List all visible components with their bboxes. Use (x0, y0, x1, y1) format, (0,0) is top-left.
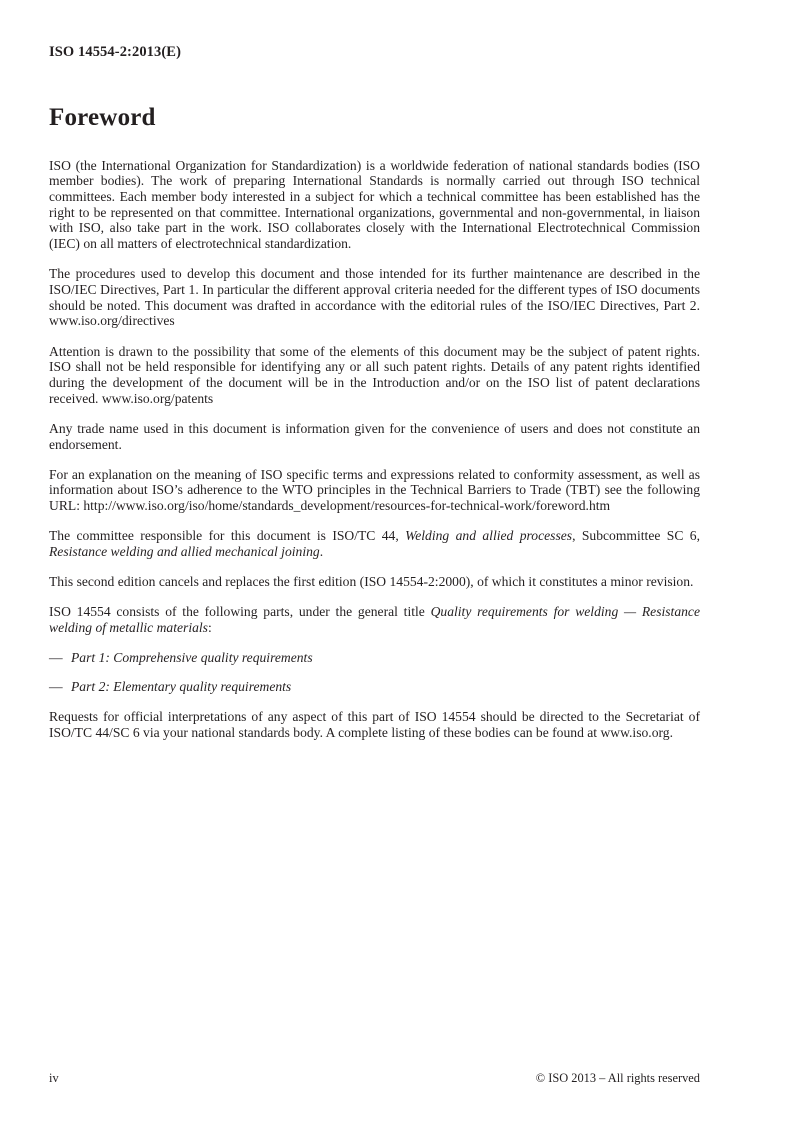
paragraph-interpretations: Requests for official interpretations of any aspect of this part of ISO 14554 should be directed to the Secretariat of ISO/TC 44/SC 6 via your national standards body. A complete listing of these bodies can be found at www.iso.org. (49, 709, 700, 740)
paragraph-procedures: The procedures used to develop this document and those intended for its further maintenance are described in the ISO/IEC Directives, Part 1. In particular the different approval criteria needed for the different types of ISO documents should be noted. This document was drafted in accordance with the editorial rules of the ISO/IEC Directives, Part 2. www.iso.org/directives (49, 266, 700, 329)
foreword-content (49, 104, 700, 741)
paragraph-iso-description: ISO (the International Organization for Standardization) is a worldwide federation of national standards bodies (ISO member bodies). The work of preparing International Standards is normally carried out through ISO technical committees. Each member body interested in a subject for which a technical committee has been established has the right to be represented on that committee. International organizations, governmental and non-governmental, in liaison with ISO, also take part in the work. ISO collaborates closely with the International Electrotechnical Commission (IEC) on all matters of electrotechnical standardization. (49, 157, 700, 252)
parts-intro-lead: ISO 14554 consists of the following parts, under the general title (49, 604, 431, 620)
paragraph-conformity-assessment: For an explanation on the meaning of ISO specific terms and expressions related to conformity assessment, as well as information about ISO’s adherence to the WTO principles in the Technical Barriers to Trade (TBT) see the following URL: http://www.iso.org/iso/home/standards_development/resources-for-technical-work/foreword.htm (49, 466, 700, 514)
committee-text-tail: . (319, 544, 324, 560)
paragraph-patent-rights: Attention is drawn to the possibility that some of the elements of this document may be the subject of patent rights. ISO shall not be held responsible for identifying any or all such patent rights. Details of any patent rights identified during the development of the document will be in the Introduction and/or on the ISO list of patent declarations received. www.iso.org/patents (49, 343, 700, 406)
paragraph-edition-notice: This second edition cancels and replaces the first edition (ISO 14554-2:2000), of which it constitutes a minor revision. (49, 574, 694, 590)
committee-text-mid: , Subcommittee SC 6, (572, 528, 700, 544)
em-dash-marker: — (49, 650, 63, 666)
list-item (49, 679, 700, 695)
paragraph-parts-intro (49, 604, 700, 635)
page-title: Foreword (49, 104, 156, 131)
committee-title-tc44: Welding and allied processes (405, 528, 573, 544)
page-footer (49, 1071, 700, 1086)
parts-list (49, 650, 700, 694)
committee-text-lead: The committee responsible for this document is ISO/TC 44, (49, 528, 406, 544)
list-item-label: Part 1: Comprehensive quality requirements (71, 650, 313, 666)
running-header-standard-number: ISO 14554-2:2013(E) (49, 44, 181, 60)
paragraph-committee-responsible (49, 528, 700, 559)
page-number: iv (49, 1071, 59, 1085)
em-dash-marker: — (49, 679, 63, 695)
list-item (49, 650, 700, 666)
list-item-label: Part 2: Elementary quality requirements (71, 679, 292, 695)
paragraph-trade-name: Any trade name used in this document is information given for the convenience of users and does not constitute an endorsement. (49, 420, 700, 452)
committee-title-sc6: Resistance welding and allied mechanical joining (49, 544, 320, 560)
parts-general-title: Quality requirements for welding — Resistance welding of metallic materials (49, 604, 700, 636)
parts-intro-tail: : (207, 620, 212, 636)
copyright-notice: © ISO 2013 – All rights reserved (535, 1071, 700, 1085)
